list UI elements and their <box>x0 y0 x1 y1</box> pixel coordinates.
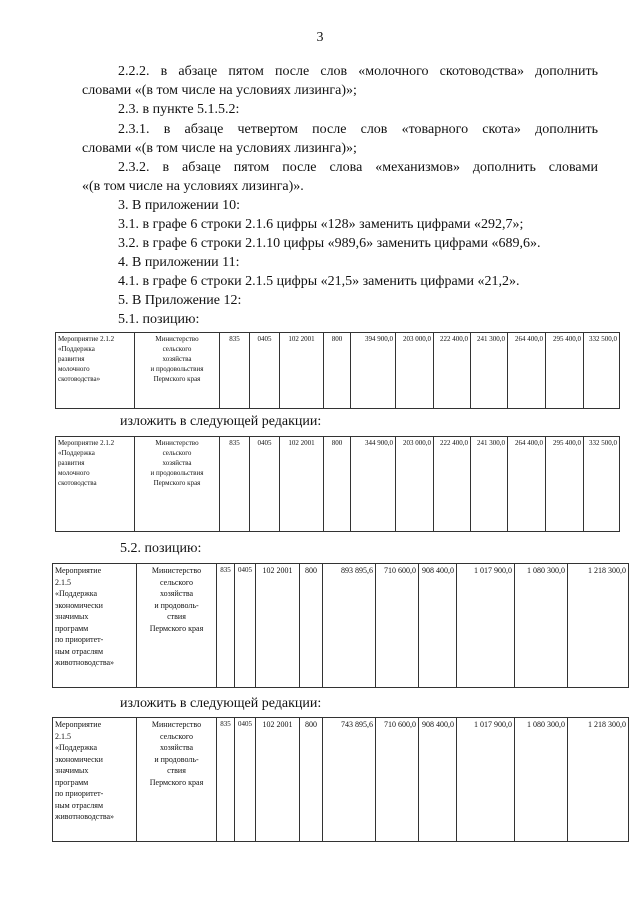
page-number: 3 <box>316 30 324 45</box>
event-line: ным отраслям <box>55 646 104 656</box>
event-line: скотоводства <box>58 479 97 487</box>
code-cell: 835 <box>217 718 235 842</box>
value-cell: 710 600,0 <box>376 564 419 688</box>
code-cell: 835 <box>220 437 250 532</box>
value-cell: 1 017 900,0 <box>457 718 515 842</box>
ministry-line: хозяйства <box>159 743 194 752</box>
ministry-line: Министерство <box>151 720 202 729</box>
table-position-5-2-new <box>52 717 629 842</box>
paragraph-2-3-2-line1: 2.3.2. в абзаце пятом после слова «механизмов» дополнить словами <box>118 160 598 175</box>
value-cell: 222 400,0 <box>434 333 471 409</box>
paragraph-3-1: 3.1. в графе 6 строки 2.1.6 цифры «128» заменить цифрами «292,7»; <box>118 217 524 232</box>
edit-heading-1: изложить в следующей редакции: <box>120 414 322 429</box>
event-line: значимых <box>55 766 89 775</box>
ministry-line: хозяйства <box>162 459 192 467</box>
value-cell: 241 300,0 <box>471 333 508 409</box>
ministry-line: Министерство <box>151 566 202 575</box>
code-cell: 0405 <box>250 333 280 409</box>
ministry-line: Министерство <box>155 335 199 343</box>
paragraph-4: 4. В приложении 11: <box>118 255 240 270</box>
value-cell: 710 600,0 <box>376 718 419 842</box>
event-line: значимых <box>55 612 89 621</box>
paragraph-2-3-1-line1: 2.3.1. в абзаце четвертом после слов «товарного скота» дополнить <box>118 122 598 137</box>
event-line: животноводства» <box>55 812 115 821</box>
ministry-line: сельского <box>160 577 193 587</box>
event-line: Мероприятие 2.1.2 <box>58 439 115 447</box>
paragraph-5: 5. В Приложение 12: <box>118 293 242 308</box>
paragraph-4-1: 4.1. в графе 6 строки 2.1.5 цифры «21,5» заменить цифрами «21,2». <box>118 274 520 289</box>
code-cell: 102 2001 <box>280 333 324 409</box>
ministry-line: Пермского края <box>153 375 201 383</box>
value-cell: 332 500,0 <box>584 437 620 532</box>
paragraph-2-3-1-line2: словами «(в том числе на условиях лизинга)»; <box>82 141 357 156</box>
event-line: молочного <box>58 469 90 477</box>
paragraph-5-1: 5.1. позицию: <box>118 312 200 327</box>
code-cell: 800 <box>324 437 351 532</box>
event-line: «Поддержка <box>58 345 95 353</box>
ministry-line: сельского <box>160 731 193 741</box>
value-cell: 344 900,0 <box>351 437 396 532</box>
ministry-line: сельского <box>162 449 192 457</box>
ministry-line: и продоволь- <box>154 754 199 764</box>
event-line: молочного <box>58 365 90 373</box>
ministry-line: и продоволь- <box>154 600 199 610</box>
event-line: скотоводства» <box>58 375 101 383</box>
value-cell: 222 400,0 <box>434 437 471 532</box>
edit-heading-2: изложить в следующей редакции: <box>120 696 322 711</box>
event-line: экономически <box>55 600 103 610</box>
value-cell: 264 400,0 <box>508 333 546 409</box>
value-cell: 295 400,0 <box>546 437 584 532</box>
event-line: развития <box>58 459 85 467</box>
value-cell: 203 000,0 <box>396 437 434 532</box>
code-cell: 835 <box>220 333 250 409</box>
code-cell: 800 <box>324 333 351 409</box>
value-cell: 1 218 300,0 <box>568 718 629 842</box>
value-cell: 1 218 300,0 <box>568 564 629 688</box>
position-heading-5-2: 5.2. позицию: <box>120 541 202 556</box>
ministry-line: Пермского края <box>153 479 201 487</box>
paragraph-2-3: 2.3. в пункте 5.1.5.2: <box>118 102 240 117</box>
event-line: 2.1.5 <box>55 577 71 587</box>
event-cell <box>56 437 135 532</box>
code-cell: 102 2001 <box>256 718 300 842</box>
event-line: «Поддержка <box>55 743 98 752</box>
code-cell: 102 2001 <box>256 564 300 688</box>
event-line: Мероприятие <box>55 566 102 575</box>
ministry-cell <box>137 718 217 842</box>
value-cell: 394 900,0 <box>351 333 396 409</box>
event-cell <box>56 333 135 409</box>
event-line: ным отраслям <box>55 800 104 810</box>
value-cell: 295 400,0 <box>546 333 584 409</box>
value-cell: 908 400,0 <box>419 564 457 688</box>
code-cell: 0405 <box>235 564 256 688</box>
ministry-line: хозяйства <box>162 355 192 363</box>
event-line: «Поддержка <box>55 589 98 598</box>
table-position-5-1-new <box>55 436 620 532</box>
ministry-cell <box>137 564 217 688</box>
ministry-line: Министерство <box>155 439 199 447</box>
paragraph-2-2-2-line1: 2.2.2. в абзаце пятом после слов «молочного скотоводства» дополнить <box>118 64 598 79</box>
event-line: по приоритет- <box>55 789 104 798</box>
ministry-line: Пермского края <box>149 777 204 787</box>
ministry-cell <box>135 437 220 532</box>
table-position-5-1 <box>55 332 620 409</box>
code-cell: 0405 <box>250 437 280 532</box>
paragraph-2-2-2-line2: словами «(в том числе на условиях лизинга)»; <box>82 83 357 98</box>
value-cell: 893 895,6 <box>323 564 376 688</box>
event-line: экономически <box>55 754 103 764</box>
ministry-line: и продовольствия <box>150 469 204 477</box>
event-line: животноводства» <box>55 658 115 667</box>
ministry-line: Пермского края <box>149 623 204 633</box>
code-cell: 102 2001 <box>280 437 324 532</box>
value-cell: 332 500,0 <box>584 333 620 409</box>
value-cell: 1 017 900,0 <box>457 564 515 688</box>
ministry-line: ствия <box>167 612 186 621</box>
event-line: по приоритет- <box>55 635 104 644</box>
ministry-cell <box>135 333 220 409</box>
value-cell: 264 400,0 <box>508 437 546 532</box>
event-cell <box>53 718 137 842</box>
event-line: развития <box>58 355 85 363</box>
value-cell: 203 000,0 <box>396 333 434 409</box>
paragraph-3: 3. В приложении 10: <box>118 198 241 213</box>
paragraph-2-3-2-line2: «(в том числе на условиях лизинга)». <box>82 179 304 194</box>
value-cell: 908 400,0 <box>419 718 457 842</box>
event-line: Мероприятие <box>55 720 102 729</box>
code-cell: 800 <box>300 564 323 688</box>
ministry-line: сельского <box>162 345 192 353</box>
code-cell: 800 <box>300 718 323 842</box>
event-line: Мероприятие 2.1.2 <box>58 335 115 343</box>
paragraph-3-2: 3.2. в графе 6 строки 2.1.10 цифры «989,6» заменить цифрами «689,6». <box>118 236 541 251</box>
code-cell: 835 <box>217 564 235 688</box>
event-line: 2.1.5 <box>55 731 71 741</box>
event-line: программ <box>55 623 89 633</box>
event-line: «Поддержка <box>58 449 95 457</box>
value-cell: 743 895,6 <box>323 718 376 842</box>
code-cell: 0405 <box>235 718 256 842</box>
ministry-line: хозяйства <box>159 589 194 598</box>
event-cell <box>53 564 137 688</box>
ministry-line: и продовольствия <box>150 365 204 373</box>
event-line: программ <box>55 777 89 787</box>
value-cell: 241 300,0 <box>471 437 508 532</box>
value-cell: 1 080 300,0 <box>515 718 568 842</box>
table-position-5-2 <box>52 563 629 688</box>
value-cell: 1 080 300,0 <box>515 564 568 688</box>
ministry-line: ствия <box>167 766 186 775</box>
